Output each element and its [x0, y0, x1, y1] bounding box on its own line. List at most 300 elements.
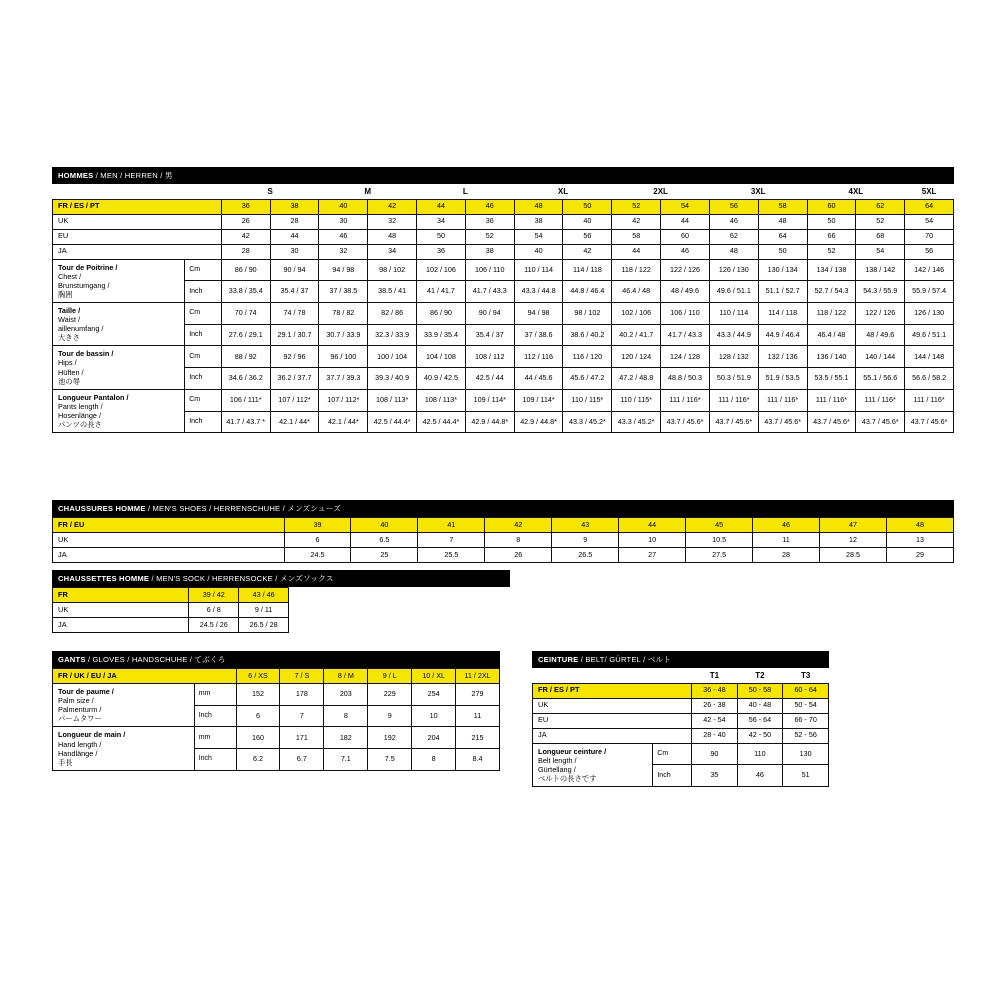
pants-cm-4: 108 / 113* — [417, 389, 466, 411]
pants-in-3: 42.5 / 44.4* — [368, 411, 417, 433]
waist-cm-11: 114 / 118 — [758, 302, 807, 324]
belt-eu-2: 66 - 70 — [783, 713, 829, 728]
eu-11: 64 — [758, 229, 807, 244]
chest-cm-5: 106 / 110 — [465, 259, 514, 281]
waist-cm-9: 106 / 110 — [661, 302, 710, 324]
measure-sub-hand: Hand length / Handlänge / 手長 — [58, 739, 102, 767]
shoes-uk-1: 6.5 — [351, 533, 418, 548]
waist-cm-12: 118 / 122 — [807, 302, 856, 324]
spacer-cell — [53, 184, 185, 199]
hips-in-11: 51.9 / 53.5 — [758, 368, 807, 390]
measure-title-hips: Tour de bassin / — [58, 349, 114, 359]
gloves-size-2: 8 / M — [324, 669, 368, 684]
hips-in-3: 39.3 / 40.9 — [368, 368, 417, 390]
waist-cm-6: 94 / 98 — [514, 302, 563, 324]
belt-fr-1: 50 - 58 — [737, 683, 783, 698]
fr-13: 62 — [856, 199, 905, 214]
ja-12: 52 — [807, 244, 856, 259]
ja-8: 44 — [612, 244, 661, 259]
socks-uk-1: 9 / 11 — [239, 603, 289, 618]
uk-5: 36 — [465, 214, 514, 229]
measure-name-hips — [53, 346, 185, 389]
pants-in-14: 43.7 / 45.6* — [905, 411, 954, 433]
waist-in-10: 43.3 / 44.9 — [709, 324, 758, 346]
hand-mm-5: 215 — [456, 727, 500, 749]
unit-cm-pants: Cm — [185, 389, 222, 411]
gloves-size-row — [53, 669, 500, 684]
shoes-ja-8: 28.5 — [820, 548, 887, 563]
belt-table — [532, 668, 829, 787]
fr-2: 40 — [319, 199, 368, 214]
belt-row-label-1: UK — [533, 698, 692, 713]
belt-eu-1: 56 - 64 — [737, 713, 783, 728]
palm-in-2: 8 — [324, 705, 368, 727]
pants-in-0: 41.7 / 43.7 * — [221, 411, 270, 433]
ja-13: 54 — [856, 244, 905, 259]
chest-in-14: 55.9 / 57.4 — [905, 281, 954, 303]
palm-mm-5: 279 — [456, 684, 500, 706]
hips-cm-12: 136 / 140 — [807, 346, 856, 368]
belt-ja-2: 52 - 56 — [783, 728, 829, 743]
waist-in-2: 30.7 / 33.9 — [319, 324, 368, 346]
shoes-uk-6: 10.5 — [686, 533, 753, 548]
pants-in-8: 43.3 / 45.2* — [612, 411, 661, 433]
shoes-row-label-1: UK — [53, 533, 285, 548]
pants-in-7: 43.3 / 45.2* — [563, 411, 612, 433]
uk-13: 52 — [856, 214, 905, 229]
chest-in-11: 51.1 / 52.7 — [758, 281, 807, 303]
belt-row-fr — [533, 683, 829, 698]
eu-9: 60 — [661, 229, 710, 244]
belt-row-uk — [533, 698, 829, 713]
gloves-palm-mm-row — [53, 684, 500, 706]
pants-in-5: 42.9 / 44.8* — [465, 411, 514, 433]
men-size-group-row — [53, 184, 954, 199]
belt-ja-0: 28 - 40 — [692, 728, 737, 743]
belt-cm-2: 130 — [783, 743, 829, 765]
men-measure-chest-cm — [53, 259, 954, 281]
shoes-ja-5: 27 — [619, 548, 686, 563]
hips-in-13: 55.1 / 56.6 — [856, 368, 905, 390]
size-group-xl: XL — [557, 186, 569, 196]
shoes-uk-4: 9 — [552, 533, 619, 548]
shoes-ja-1: 25 — [351, 548, 418, 563]
waist-cm-7: 98 / 102 — [563, 302, 612, 324]
palm-mm-1: 178 — [280, 684, 324, 706]
waist-in-5: 35.4 / 37 — [465, 324, 514, 346]
chest-cm-13: 138 / 142 — [856, 259, 905, 281]
gloves-title-bold: GANTS — [58, 655, 86, 664]
hips-in-4: 40.9 / 42.5 — [417, 368, 466, 390]
ja-10: 48 — [709, 244, 758, 259]
belt-row-label-2: EU — [533, 713, 692, 728]
hips-in-0: 34.6 / 36.2 — [221, 368, 270, 390]
ja-4: 36 — [417, 244, 466, 259]
measure-sub-palm: Palm size / Palmenturm / パームタワー — [58, 696, 102, 724]
men-measure-waist-cm — [53, 302, 954, 324]
size-group-m: M — [364, 186, 372, 196]
hand-in-5: 8.4 — [456, 749, 500, 771]
shoes-ja-4: 26.5 — [552, 548, 619, 563]
shoes-ja-2: 25.5 — [418, 548, 485, 563]
measure-sub-chest: Chest / Brunstumgang / 胸囲 — [58, 271, 110, 299]
shoes-ja-9: 29 — [886, 548, 953, 563]
belt-in-0: 35 — [692, 765, 737, 787]
pants-cm-9: 111 / 116* — [661, 389, 710, 411]
waist-in-3: 32.3 / 33.9 — [368, 324, 417, 346]
hips-in-10: 50.3 / 51.9 — [709, 368, 758, 390]
waist-in-9: 41.7 / 43.3 — [661, 324, 710, 346]
pants-in-1: 42.1 / 44* — [270, 411, 319, 433]
belt-cm-0: 90 — [692, 743, 737, 765]
eu-8: 58 — [612, 229, 661, 244]
gloves-table — [52, 668, 500, 771]
shoes-uk-2: 7 — [418, 533, 485, 548]
pants-in-6: 42.9 / 44.8* — [514, 411, 563, 433]
unit-cm-waist: Cm — [185, 302, 222, 324]
shoes-fr-5: 44 — [619, 518, 686, 533]
waist-cm-3: 82 / 86 — [368, 302, 417, 324]
waist-cm-0: 70 / 74 — [221, 302, 270, 324]
waist-in-14: 49.6 / 51.1 — [905, 324, 954, 346]
eu-7: 56 — [563, 229, 612, 244]
men-table-header — [52, 167, 954, 184]
unit-cm-chest: Cm — [185, 259, 222, 281]
chest-cm-10: 126 / 130 — [709, 259, 758, 281]
ja-2: 32 — [319, 244, 368, 259]
pants-cm-1: 107 / 112* — [270, 389, 319, 411]
pants-cm-12: 111 / 116* — [807, 389, 856, 411]
belt-title-bold: CEINTURE — [538, 655, 579, 664]
pants-cm-6: 109 / 114* — [514, 389, 563, 411]
socks-table-header — [52, 570, 510, 587]
unit-cm-hips: Cm — [185, 346, 222, 368]
chest-in-7: 44.8 / 46.4 — [563, 281, 612, 303]
hand-in-1: 6.7 — [280, 749, 324, 771]
measure-title-belt-length: Longueur ceinture / — [538, 746, 607, 756]
measure-name-hand — [53, 727, 195, 770]
shoes-ja-3: 26 — [485, 548, 552, 563]
socks-uk-0: 6 / 8 — [189, 603, 239, 618]
waist-in-6: 37 / 38.6 — [514, 324, 563, 346]
pants-cm-14: 111 / 116* — [905, 389, 954, 411]
size-group-3xl: 3XL — [750, 186, 766, 196]
hips-in-1: 36.2 / 37.7 — [270, 368, 319, 390]
belt-group-t2: T2 — [755, 670, 765, 680]
chest-cm-9: 122 / 126 — [661, 259, 710, 281]
hips-cm-8: 120 / 124 — [612, 346, 661, 368]
measure-sub-hips: Hips / Hüften / 池の辱 — [58, 358, 84, 386]
waist-in-12: 46.4 / 48 — [807, 324, 856, 346]
pants-cm-13: 111 / 116* — [856, 389, 905, 411]
chest-in-0: 33.8 / 35.4 — [221, 281, 270, 303]
fr-1: 38 — [270, 199, 319, 214]
shoes-fr-7: 46 — [753, 518, 820, 533]
belt-title-rest: / BELT/ GÜRTEL / ベルト — [580, 655, 672, 664]
row-label-uk: UK — [53, 214, 222, 229]
shoes-uk-3: 8 — [485, 533, 552, 548]
chest-cm-14: 142 / 146 — [905, 259, 954, 281]
waist-cm-14: 126 / 130 — [905, 302, 954, 324]
palm-in-3: 9 — [368, 705, 412, 727]
uk-3: 32 — [368, 214, 417, 229]
belt-in-1: 46 — [737, 765, 783, 787]
hips-cm-11: 132 / 136 — [758, 346, 807, 368]
belt-length-cm-row — [533, 743, 829, 765]
fr-8: 52 — [612, 199, 661, 214]
chest-in-6: 43.3 / 44.8 — [514, 281, 563, 303]
shoes-fr-2: 41 — [418, 518, 485, 533]
socks-row-uk — [53, 603, 289, 618]
uk-1: 28 — [270, 214, 319, 229]
chest-cm-12: 134 / 138 — [807, 259, 856, 281]
pants-in-12: 43.7 / 45.6* — [807, 411, 856, 433]
hips-cm-0: 88 / 92 — [221, 346, 270, 368]
measure-title-waist: Taille / — [58, 305, 81, 315]
gloves-size-5: 11 / 2XL — [456, 669, 500, 684]
belt-fr-0: 36 - 48 — [692, 683, 737, 698]
hips-cm-10: 128 / 132 — [709, 346, 758, 368]
shoes-uk-5: 10 — [619, 533, 686, 548]
row-label-ja: JA — [53, 244, 222, 259]
men-measure-waist-inch — [53, 324, 954, 346]
men-measure-hips-inch — [53, 368, 954, 390]
socks-row-label-0: FR — [53, 588, 189, 603]
uk-6: 38 — [514, 214, 563, 229]
palm-mm-2: 203 — [324, 684, 368, 706]
ja-5: 38 — [465, 244, 514, 259]
size-group-4xl: 4XL — [848, 186, 864, 196]
shoes-fr-3: 42 — [485, 518, 552, 533]
shoes-fr-1: 40 — [351, 518, 418, 533]
belt-table-header — [532, 651, 829, 668]
belt-uk-1: 40 - 48 — [737, 698, 783, 713]
chest-in-5: 41.7 / 43.3 — [465, 281, 514, 303]
eu-14: 70 — [905, 229, 954, 244]
measure-name-waist — [53, 302, 185, 345]
measure-name-chest — [53, 259, 185, 302]
gloves-table-header — [52, 651, 500, 668]
gloves-size-4: 10 / XL — [412, 669, 456, 684]
men-row-fr — [53, 199, 954, 214]
belt-row-label-0: FR / ES / PT — [533, 683, 692, 698]
men-measure-chest-inch — [53, 281, 954, 303]
hips-cm-6: 112 / 116 — [514, 346, 563, 368]
belt-fr-2: 60 - 64 — [783, 683, 829, 698]
unit-inch-belt: Inch — [653, 765, 692, 787]
socks-row-label-2: JA — [53, 618, 189, 633]
size-group-l: L — [462, 186, 468, 196]
hips-cm-3: 100 / 104 — [368, 346, 417, 368]
ja-11: 50 — [758, 244, 807, 259]
waist-in-13: 48 / 49.6 — [856, 324, 905, 346]
chest-in-9: 48 / 49.6 — [661, 281, 710, 303]
shoes-ja-6: 27.5 — [686, 548, 753, 563]
palm-in-1: 7 — [280, 705, 324, 727]
hand-mm-2: 182 — [324, 727, 368, 749]
shoes-uk-7: 11 — [753, 533, 820, 548]
hips-in-12: 53.5 / 55.1 — [807, 368, 856, 390]
belt-ja-1: 42 - 50 — [737, 728, 783, 743]
waist-cm-8: 102 / 106 — [612, 302, 661, 324]
socks-row-label-1: UK — [53, 603, 189, 618]
uk-9: 44 — [661, 214, 710, 229]
uk-12: 50 — [807, 214, 856, 229]
hand-in-3: 7.5 — [368, 749, 412, 771]
waist-in-1: 29.1 / 30.7 — [270, 324, 319, 346]
hips-in-8: 47.2 / 48.8 — [612, 368, 661, 390]
eu-1: 44 — [270, 229, 319, 244]
fr-4: 44 — [417, 199, 466, 214]
waist-cm-4: 86 / 90 — [417, 302, 466, 324]
shoes-title-rest: / MEN'S SHOES / HERRENSCHUHE / メンズシューズ — [147, 504, 341, 513]
mens-socks-table-block — [52, 570, 334, 633]
shoes-uk-8: 12 — [820, 533, 887, 548]
uk-8: 42 — [612, 214, 661, 229]
chest-in-13: 54.3 / 55.9 — [856, 281, 905, 303]
unit-inch-palm: Inch — [194, 705, 236, 727]
belt-group-t3: T3 — [800, 670, 811, 680]
ja-6: 40 — [514, 244, 563, 259]
ja-1: 30 — [270, 244, 319, 259]
gloves-hand-mm-row — [53, 727, 500, 749]
waist-in-0: 27.6 / 29.1 — [221, 324, 270, 346]
pants-cm-5: 109 / 114* — [465, 389, 514, 411]
chest-cm-7: 114 / 118 — [563, 259, 612, 281]
ja-0: 28 — [221, 244, 270, 259]
unit-mm-palm: mm — [194, 684, 236, 706]
chest-in-8: 46.4 / 48 — [612, 281, 661, 303]
pants-cm-11: 111 / 116* — [758, 389, 807, 411]
fr-6: 48 — [514, 199, 563, 214]
shoes-row-label-0: FR / EU — [53, 518, 285, 533]
hips-cm-9: 124 / 128 — [661, 346, 710, 368]
eu-4: 50 — [417, 229, 466, 244]
fr-7: 50 — [563, 199, 612, 214]
eu-13: 68 — [856, 229, 905, 244]
chest-cm-11: 130 / 134 — [758, 259, 807, 281]
measure-sub-waist: Waist / aillenumfang / 大きさ — [58, 315, 104, 343]
pants-cm-0: 106 / 111* — [221, 389, 270, 411]
belt-row-eu — [533, 713, 829, 728]
palm-mm-0: 152 — [236, 684, 280, 706]
eu-10: 62 — [709, 229, 758, 244]
hips-cm-13: 140 / 144 — [856, 346, 905, 368]
uk-4: 34 — [417, 214, 466, 229]
gloves-title-rest: / GLOVES / HANDSCHUHE / てぶくろ — [87, 655, 226, 664]
hips-cm-5: 108 / 112 — [465, 346, 514, 368]
measure-sub-pants: Pants length / Hosenlänge / パンツの長さ — [58, 401, 103, 430]
size-group-5xl: 5XL — [921, 186, 937, 196]
pants-cm-7: 110 / 115* — [563, 389, 612, 411]
hips-cm-7: 116 / 120 — [563, 346, 612, 368]
socks-title-rest: / MEN'S SOCK / HERRENSOCKE / メンズソックス — [151, 574, 334, 583]
pants-in-4: 42.5 / 44.4* — [417, 411, 466, 433]
shoes-ja-0: 24.5 — [284, 548, 351, 563]
belt-row-ja — [533, 728, 829, 743]
waist-in-4: 33.9 / 35.4 — [417, 324, 466, 346]
unit-inch-hand: Inch — [194, 749, 236, 771]
palm-in-4: 10 — [412, 705, 456, 727]
fr-9: 54 — [661, 199, 710, 214]
chest-in-12: 52.7 / 54.3 — [807, 281, 856, 303]
hips-in-7: 45.6 / 47.2 — [563, 368, 612, 390]
hips-in-9: 48.8 / 50.3 — [661, 368, 710, 390]
unit-inch-pants: Inch — [185, 411, 222, 433]
waist-cm-5: 90 / 94 — [465, 302, 514, 324]
waist-cm-10: 110 / 114 — [709, 302, 758, 324]
shoes-ja-7: 28 — [753, 548, 820, 563]
shoes-fr-8: 47 — [820, 518, 887, 533]
fr-11: 58 — [758, 199, 807, 214]
hand-mm-0: 160 — [236, 727, 280, 749]
unit-cm-belt: Cm — [653, 743, 692, 765]
eu-12: 66 — [807, 229, 856, 244]
eu-3: 48 — [368, 229, 417, 244]
socks-row-fr — [53, 588, 289, 603]
fr-10: 56 — [709, 199, 758, 214]
uk-0: 26 — [221, 214, 270, 229]
belt-row-label-3: JA — [533, 728, 692, 743]
waist-in-8: 40.2 / 41.7 — [612, 324, 661, 346]
shoes-row-uk — [53, 533, 954, 548]
pants-in-13: 43.7 / 45.6* — [856, 411, 905, 433]
chest-cm-3: 98 / 102 — [368, 259, 417, 281]
unit-mm-hand: mm — [194, 727, 236, 749]
palm-in-5: 11 — [456, 705, 500, 727]
socks-fr-0: 39 / 42 — [189, 588, 239, 603]
measure-name-palm — [53, 684, 195, 727]
measure-sub-belt-length: Belt length / Gürtellang / ベルトの長さです — [538, 755, 597, 783]
fr-12: 60 — [807, 199, 856, 214]
waist-cm-2: 78 / 82 — [319, 302, 368, 324]
hips-in-5: 42.5 / 44 — [465, 368, 514, 390]
ja-9: 46 — [661, 244, 710, 259]
measure-name-pants — [53, 389, 185, 432]
socks-ja-0: 24.5 / 26 — [189, 618, 239, 633]
uk-10: 46 — [709, 214, 758, 229]
eu-5: 52 — [465, 229, 514, 244]
men-measure-hips-cm — [53, 346, 954, 368]
shoes-fr-0: 39 — [284, 518, 351, 533]
chest-in-10: 49.6 / 51.1 — [709, 281, 758, 303]
hand-mm-1: 171 — [280, 727, 324, 749]
palm-mm-3: 229 — [368, 684, 412, 706]
pants-cm-8: 110 / 115* — [612, 389, 661, 411]
hips-in-14: 56.6 / 58.2 — [905, 368, 954, 390]
palm-in-0: 6 — [236, 705, 280, 727]
mens-socks-table — [52, 587, 289, 633]
chest-cm-0: 86 / 90 — [221, 259, 270, 281]
chest-cm-2: 94 / 98 — [319, 259, 368, 281]
shoes-fr-4: 43 — [552, 518, 619, 533]
fr-5: 46 — [465, 199, 514, 214]
pants-cm-3: 108 / 113* — [368, 389, 417, 411]
chest-cm-8: 118 / 122 — [612, 259, 661, 281]
chest-cm-6: 110 / 114 — [514, 259, 563, 281]
men-measure-pants-cm — [53, 389, 954, 411]
unit-inch-waist: Inch — [185, 324, 222, 346]
socks-ja-1: 26.5 / 28 — [239, 618, 289, 633]
chest-cm-4: 102 / 106 — [417, 259, 466, 281]
men-row-eu — [53, 229, 954, 244]
spacer-cell — [533, 668, 692, 683]
belt-uk-2: 50 - 54 — [783, 698, 829, 713]
waist-cm-1: 74 / 78 — [270, 302, 319, 324]
uk-2: 30 — [319, 214, 368, 229]
ja-3: 34 — [368, 244, 417, 259]
men-title-rest: / MEN / HERREN / 男 — [95, 171, 173, 180]
